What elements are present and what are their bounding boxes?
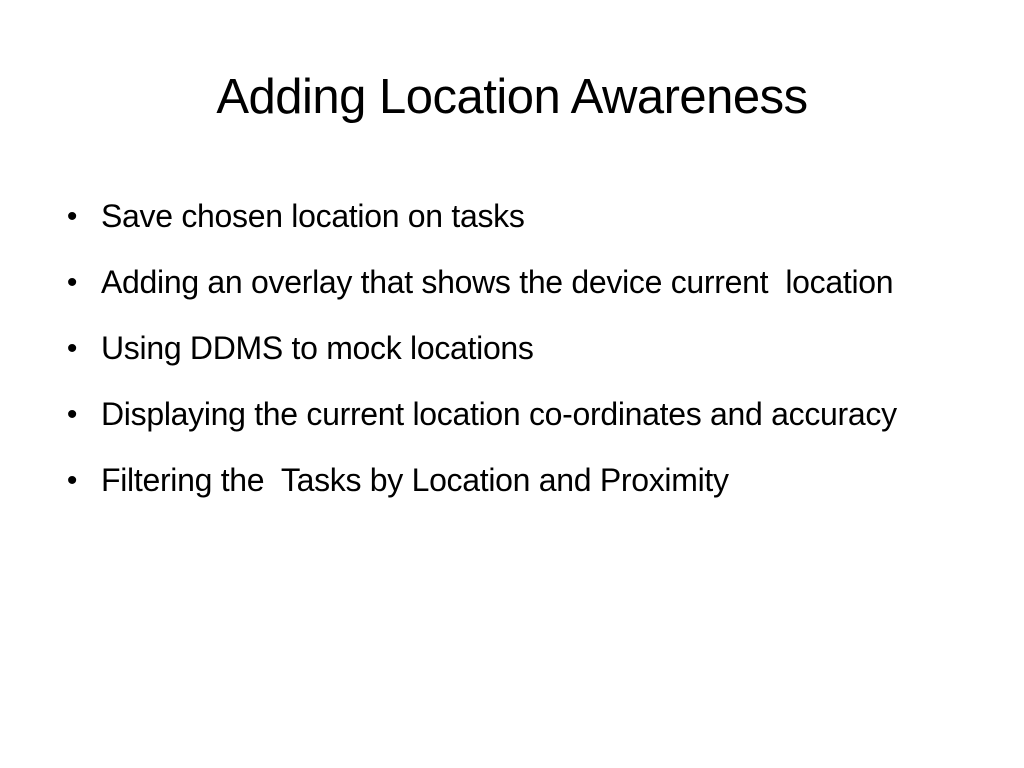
bullet-text: Displaying the current location co-ordinates and accuracy bbox=[101, 396, 897, 432]
list-item bbox=[62, 190, 962, 243]
bullet-icon: • bbox=[66, 200, 78, 233]
bullet-icon: • bbox=[66, 332, 78, 365]
bullet-list bbox=[62, 190, 962, 520]
slide-title: Adding Location Awareness bbox=[216, 70, 808, 124]
list-item bbox=[62, 454, 962, 507]
list-item bbox=[62, 322, 962, 375]
bullet-text: Using DDMS to mock locations bbox=[101, 330, 534, 366]
bullet-text: Adding an overlay that shows the device current location bbox=[101, 264, 894, 300]
bullet-icon: • bbox=[66, 464, 78, 497]
bullet-text: Save chosen location on tasks bbox=[101, 198, 525, 234]
bullet-icon: • bbox=[66, 398, 78, 431]
bullet-text: Filtering the Tasks by Location and Proximity bbox=[101, 462, 729, 498]
bullet-icon: • bbox=[66, 266, 78, 299]
list-item bbox=[62, 388, 962, 441]
list-item bbox=[62, 256, 962, 309]
